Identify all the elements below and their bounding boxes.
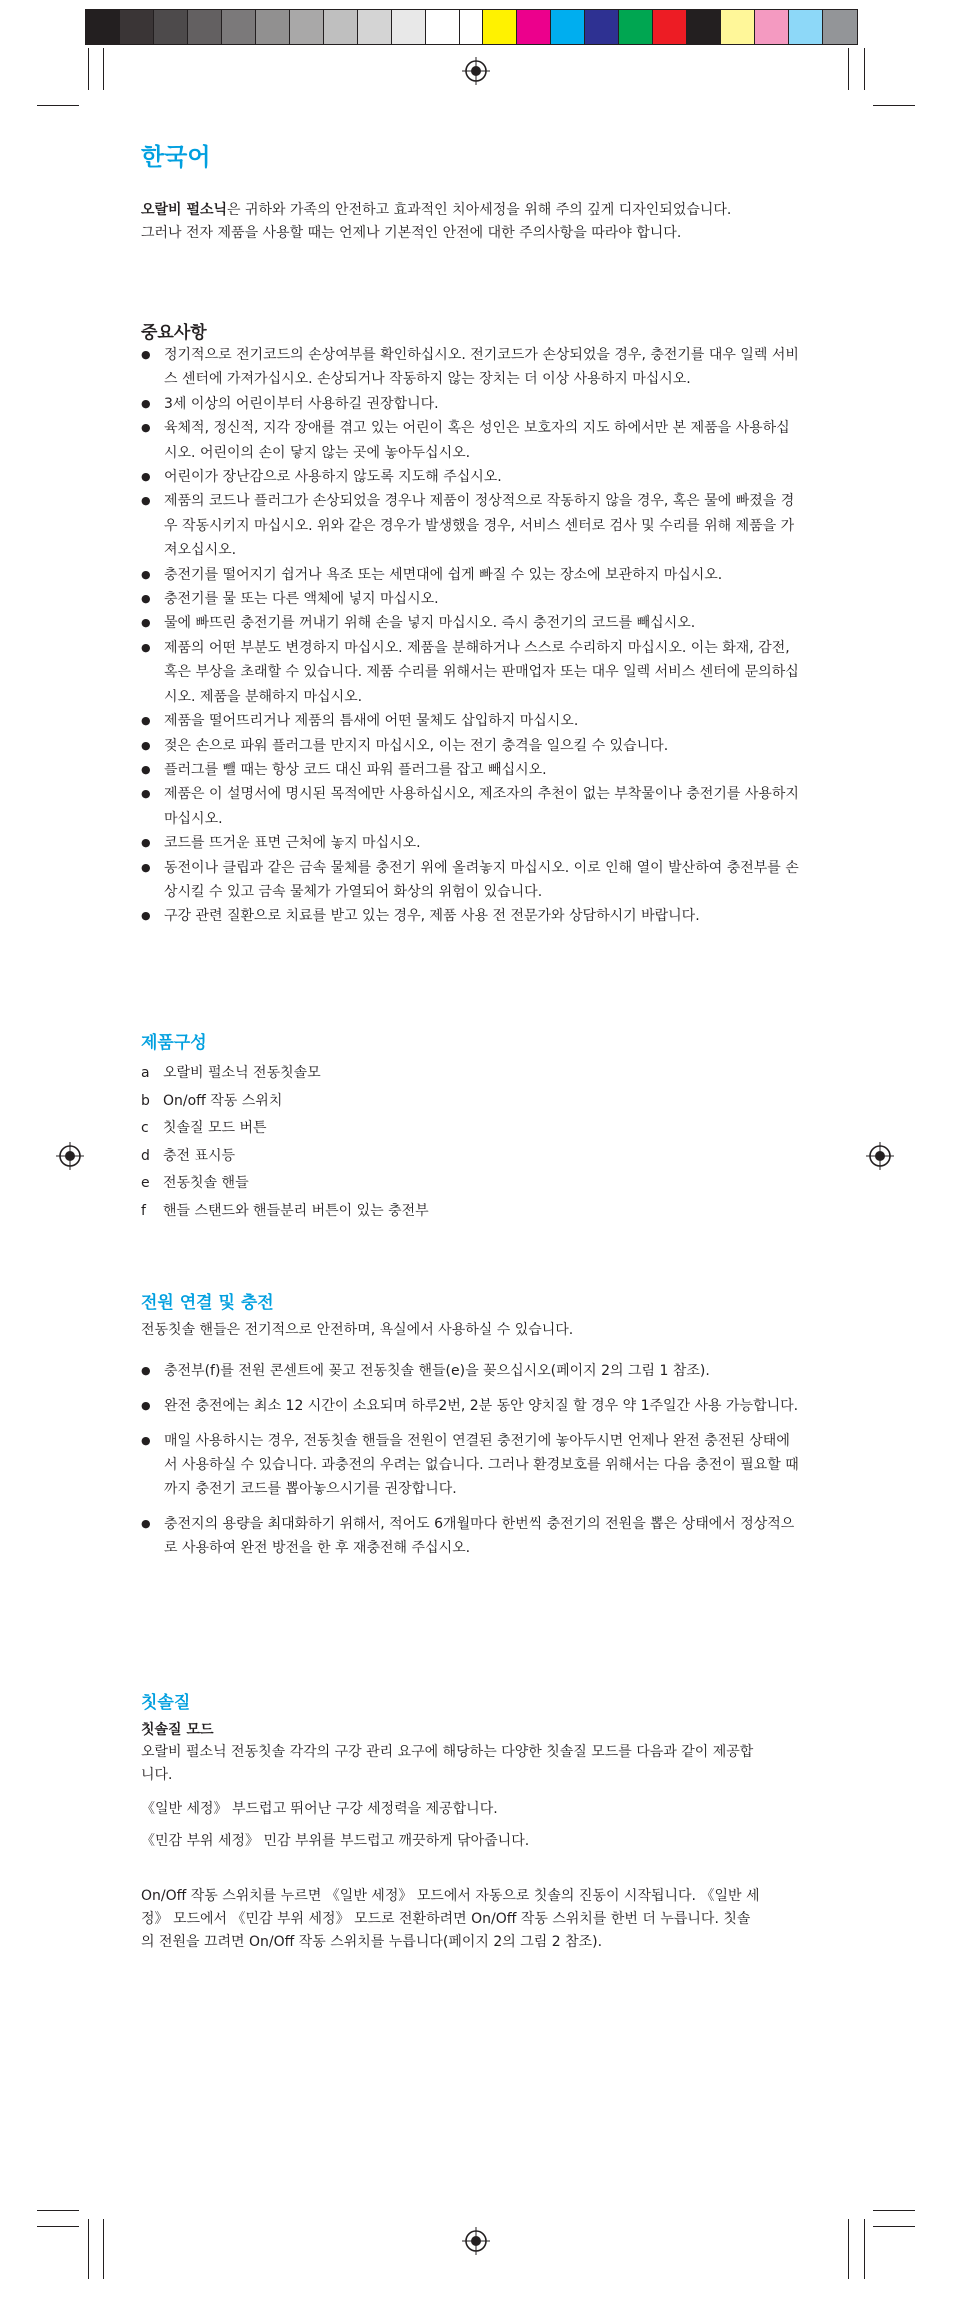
component-text: 칫솔질 모드 버튼 [163, 1120, 267, 1136]
brushing-mode-heading: 칫솔질 모드 [141, 1722, 214, 1738]
components-list [141, 1060, 429, 1225]
important-item: ● 충전기를 떨어지기 쉽거나 욕조 또는 세면대에 쉽게 빠질 수 있는 장소에 보관하지 마십시오. [141, 563, 801, 587]
power-intro: 전동칫솔 핸들은 전기적으로 안전하며, 욕실에서 사용하실 수 있습니다. [141, 1322, 574, 1338]
registration-mark-top [462, 57, 490, 85]
important-item: ● 제품의 코드나 플러그가 손상되었을 경우나 제품이 정상적으로 작동하지 않을 경우, 혹은 물에 빠졌을 경우 작동시키지 마십시오. 위와 같은 경우가 발생했을 경우, 서비스 센터로 검사 및 수리를 위해 제품을 가져오십시오. [141, 489, 801, 562]
brushing-operation: On/Off 작동 스위치를 누르면 《일반 세정》 모드에서 자동으로 칫솔의 진동이 시작됩니다. 《일반 세정》 모드에서 《민감 부위 세정》 모드로 전환하려면 On/Off 작동 스위치를 한번 더 누릅니다. 칫솔의 전원을 끄려면 On/Off 작동 스위치를 누릅니다(페이지 2의 그림 2 참조). [141, 1888, 760, 1950]
brand-name: 오랄비 펄소닉 [141, 202, 228, 218]
important-item: ● 구강 관련 질환으로 치료를 받고 있는 경우, 제품 사용 전 전문가와 상담하시기 바랍니다. [141, 904, 801, 928]
language-title: 한국어 [141, 143, 211, 171]
component-text: 오랄비 펄소닉 전동칫솔모 [163, 1065, 321, 1081]
color-swatch [789, 10, 823, 44]
important-item: ● 육체적, 정신적, 지각 장애를 겪고 있는 어린이 혹은 성인은 보호자의 지도 하에서만 본 제품을 사용하십시오. 어린이의 손이 닿지 않는 곳에 놓아두십시오. [141, 416, 801, 465]
color-swatch [324, 10, 358, 44]
important-item: ● 3세 이상의 어린이부터 사용하길 권장합니다. [141, 392, 801, 416]
color-swatch [721, 10, 755, 44]
important-heading: 중요사항 [141, 323, 207, 343]
important-item: ● 플러그를 뺄 때는 항상 코드 대신 파워 플러그를 잡고 빼십시오. [141, 758, 801, 782]
color-swatch [551, 10, 585, 44]
component-item [141, 1143, 429, 1171]
component-letter: a [141, 1065, 150, 1081]
power-item: ● 매일 사용하시는 경우, 전동칫솔 핸들을 전원이 연결된 충전기에 놓아두시면 언제나 완전 충전된 상태에서 사용하실 수 있습니다. 과충전의 우려는 없습니다. 그러나 환경보호를 위해서는 다음 충전이 필요할 때까지 충전기 코드를 뽑아놓으시기를 권장합니다. [141, 1429, 801, 1501]
color-bar-gap [460, 10, 483, 44]
color-swatch [653, 10, 687, 44]
important-item: ● 정기적으로 전기코드의 손상여부를 확인하십시오. 전기코드가 손상되었을 경우, 충전기를 대우 일렉 서비스 센터에 가져가십시오. 손상되거나 작동하지 않는 장치는 더 이상 사용하지 마십시오. [141, 343, 801, 392]
color-swatch [483, 10, 517, 44]
important-item: ● 제품을 떨어뜨리거나 제품의 틈새에 어떤 물체도 삽입하지 마십시오. [141, 709, 801, 733]
components-heading: 제품구성 [141, 1033, 207, 1053]
component-letter: d [141, 1147, 150, 1164]
component-text: 전동칫솔 핸들 [163, 1175, 249, 1191]
color-swatch [755, 10, 789, 44]
important-item: ● 제품의 어떤 부분도 변경하지 마십시오. 제품을 분해하거나 스스로 수리하지 마십시오. 이는 화재, 감전, 혹은 부상을 초래할 수 있습니다. 제품 수리를 위해서는 판매업자 또는 대우 일렉 서비스 센터에 문의하십시오. 제품을 분해하지 마십시오. [141, 636, 801, 709]
color-swatch [86, 10, 120, 44]
color-swatch [517, 10, 551, 44]
mode-daily-clean: 《일반 세정》 부드럽고 뛰어난 구강 세정력을 제공합니다. [141, 1801, 498, 1817]
important-item: ● 제품은 이 설명서에 명시된 목적에만 사용하십시오, 제조자의 추천이 없는 부착물이나 충전기를 사용하지 마십시오. [141, 782, 801, 831]
color-swatch [426, 10, 460, 44]
color-swatch [585, 10, 619, 44]
color-calibration-bar [85, 9, 858, 45]
component-item [141, 1170, 429, 1198]
registration-mark-right [866, 1142, 894, 1170]
component-item [141, 1088, 429, 1116]
important-list [141, 343, 801, 929]
color-swatch [290, 10, 324, 44]
important-item: ● 충전기를 물 또는 다른 액체에 넣지 마십시오. [141, 587, 801, 611]
component-letter: c [141, 1120, 149, 1136]
important-item: ● 젖은 손으로 파워 플러그를 만지지 마십시오, 이는 전기 충격을 일으킬 수 있습니다. [141, 734, 801, 758]
color-swatch [823, 10, 857, 44]
component-text: On/off 작동 스위치 [163, 1092, 283, 1109]
component-item [141, 1198, 429, 1226]
power-list [141, 1359, 801, 1571]
brushing-mode-intro: 오랄비 펄소닉 전동칫솔 각각의 구강 관리 요구에 해당하는 다양한 칫솔질 모드를 다음과 같이 제공합니다. [141, 1744, 754, 1783]
important-item: ● 물에 빠뜨린 충전기를 꺼내기 위해 손을 넣지 마십시오. 즉시 충전기의 코드를 빼십시오. [141, 611, 801, 635]
important-item: ● 동전이나 클립과 같은 금속 물체를 충전기 위에 올려놓지 마십시오. 이로 인해 열이 발산하여 충전부를 손상시킬 수 있고 금속 물체가 가열되어 화상의 위험이 있습니다. [141, 856, 801, 905]
component-letter: b [141, 1092, 150, 1109]
color-swatch [222, 10, 256, 44]
power-heading: 전원 연결 및 충전 [141, 1293, 274, 1313]
important-item: ● 코드를 뜨거운 표면 근처에 놓지 마십시오. [141, 831, 801, 855]
intro-line2: 그러나 전자 제품을 사용할 때는 언제나 기본적인 안전에 대한 주의사항을 따라야 합니다. [141, 225, 682, 241]
color-swatch [256, 10, 290, 44]
intro-paragraph [141, 199, 731, 245]
power-item: ● 완전 충전에는 최소 12 시간이 소요되며 하루2번, 2분 동안 양치질 할 경우 약 1주일간 사용 가능합니다. [141, 1394, 801, 1418]
component-item [141, 1115, 429, 1143]
color-swatch [188, 10, 222, 44]
mode-sensitive: 《민감 부위 세정》 민감 부위를 부드럽고 깨끗하게 닦아줍니다. [141, 1833, 530, 1849]
color-swatch [120, 10, 154, 44]
color-swatch [154, 10, 188, 44]
color-swatch [619, 10, 653, 44]
component-text: 충전 표시등 [163, 1147, 236, 1164]
power-item: ● 충전부(f)를 전원 콘센트에 꽂고 전동칫솔 핸들(e)을 꽂으십시오(페이지 2의 그림 1 참조). [141, 1359, 801, 1383]
color-swatch [358, 10, 392, 44]
power-item: ● 충전지의 용량을 최대화하기 위해서, 적어도 6개월마다 한번씩 충전기의 전원을 뽑은 상태에서 정상적으로 사용하여 완전 방전을 한 후 재충전해 주십시오. [141, 1512, 801, 1560]
intro-line1: 은 귀하와 가족의 안전하고 효과적인 치아세정을 위해 주의 깊게 디자인되었습니다. [227, 202, 732, 218]
color-swatch [392, 10, 426, 44]
component-text: 핸들 스탠드와 핸들분리 버튼이 있는 충전부 [163, 1202, 429, 1219]
color-swatch [687, 10, 721, 44]
component-letter: f [141, 1202, 146, 1219]
component-letter: e [141, 1175, 150, 1191]
registration-mark-left [56, 1142, 84, 1170]
registration-mark-bottom [462, 2227, 490, 2255]
important-item: ● 어린이가 장난감으로 사용하지 않도록 지도해 주십시오. [141, 465, 801, 489]
component-item [141, 1060, 429, 1088]
brushing-heading: 칫솔질 [141, 1693, 191, 1713]
